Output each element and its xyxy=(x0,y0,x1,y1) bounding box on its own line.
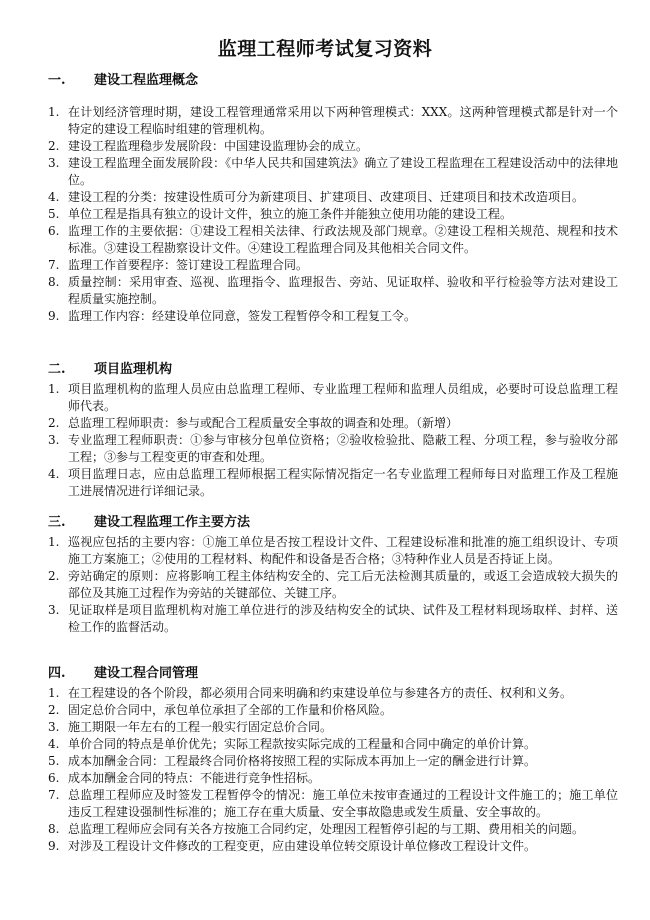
list-item xyxy=(48,602,618,636)
item-number: 6. xyxy=(48,771,60,785)
item-number: 3. xyxy=(48,603,60,617)
item-number: 3. xyxy=(48,720,60,734)
list-item xyxy=(48,838,618,855)
item-text: 成本加酬金合同：工程最终合同价格将按照工程的实际成本再加上一定的酬金进行计算。 xyxy=(68,754,537,768)
section-title: 建设工程监理工作主要方法 xyxy=(94,515,251,530)
section-number: 四. xyxy=(48,666,66,681)
section-heading xyxy=(48,512,618,534)
section-number: 一. xyxy=(48,73,66,88)
item-text: 单价合同的特点是单价优先；实际工程款按实际完成的工程量和合同中确定的单价计算。 xyxy=(68,737,537,751)
item-text: 建设工程监理稳步发展阶段：中国建设监理协会的成立。 xyxy=(68,139,369,153)
item-text: 专业监理工程师职责：①参与审核分包单位资格；②验收检验批、隐蔽工程、分项工程，参与验收分部工程；③参与工程变更的审查和处理。 xyxy=(68,433,618,464)
section-item-list xyxy=(48,685,618,855)
item-text: 总监理工程师应及时签发工程暂停令的情况：施工单位未按审查通过的工程设计文件施工的；施工单位违反工程建设强制性标准的；施工存在重大质量、安全事故隐患或发生质量、安全事故的。 xyxy=(68,788,618,819)
item-number: 1. xyxy=(48,105,60,119)
item-number: 4. xyxy=(48,737,60,751)
item-number: 8. xyxy=(48,822,60,836)
item-text: 建设工程的分类：按建设性质可分为新建项目、扩建项目、改建项目、迁建项目和技术改造项目。 xyxy=(68,190,585,204)
list-item xyxy=(48,770,618,787)
item-text: 建设工程监理全面发展阶段：《中华人民共和国建筑法》确立了建设工程监理在工程建设活动中的法律地位。 xyxy=(68,156,618,187)
item-text: 总监理工程师应会同有关各方按施工合同约定，处理因工程暂停引起的与工期、费用相关的问题。 xyxy=(68,822,585,836)
list-item xyxy=(48,415,618,432)
item-text: 项目监理机构的监理人员应由总监理工程师、专业监理工程师和监理人员组成，必要时可设总监理工程师代表。 xyxy=(68,382,618,413)
item-text: 对涉及工程设计文件修改的工程变更，应由建设单位转交原设计单位修改工程设计文件。 xyxy=(68,839,537,853)
list-item xyxy=(48,257,618,274)
section-item-list xyxy=(48,534,618,636)
item-text: 施工期限一年左右的工程一般实行固定总价合同。 xyxy=(68,720,333,734)
item-number: 6. xyxy=(48,224,60,238)
item-text: 单位工程是指具有独立的设计文件，独立的施工条件并能独立使用功能的建设工程。 xyxy=(68,207,513,221)
item-number: 4. xyxy=(48,190,60,204)
section-number: 二. xyxy=(48,362,66,377)
item-text: 监理工作首要程序：签订建设工程监理合同。 xyxy=(68,258,309,272)
item-number: 7. xyxy=(48,258,60,272)
item-text: 监理工作内容：经建设单位同意，签发工程暂停令和工程复工令。 xyxy=(68,309,417,323)
section-supervision-concept xyxy=(48,70,618,325)
item-number: 2. xyxy=(48,569,60,583)
section-heading xyxy=(48,359,618,381)
item-number: 1. xyxy=(48,686,60,700)
section-heading xyxy=(48,663,618,685)
item-number: 1. xyxy=(48,535,60,549)
item-number: 2. xyxy=(48,703,60,717)
list-item xyxy=(48,466,618,500)
section-supervision-methods xyxy=(48,512,618,636)
section-title: 建设工程监理概念 xyxy=(94,73,199,88)
item-number: 3. xyxy=(48,433,60,447)
list-item xyxy=(48,308,618,325)
list-item xyxy=(48,432,618,466)
item-text: 旁站确定的原则：应将影响工程主体结构安全的、完工后无法检测其质量的，或返工会造成较大损失的部位及其施工过程作为旁站的关键部位、关键工序。 xyxy=(68,569,618,600)
list-item xyxy=(48,568,618,602)
item-text: 在工程建设的各个阶段，都必须用合同来明确和约束建设单位与参建各方的责任、权利和义务。 xyxy=(68,686,573,700)
list-item xyxy=(48,274,618,308)
list-item xyxy=(48,223,618,257)
section-title: 项目监理机构 xyxy=(94,362,173,377)
list-item xyxy=(48,736,618,753)
list-item xyxy=(48,104,618,138)
list-item xyxy=(48,155,618,189)
item-text: 成本加酬金合同的特点：不能进行竞争性招标。 xyxy=(68,771,321,785)
section-title: 建设工程合同管理 xyxy=(94,666,199,681)
list-item xyxy=(48,381,618,415)
item-text: 监理工作的主要依据：①建设工程相关法律、行政法规及部门规章。②建设工程相关规范、规程和技术标准。③建设工程勘察设计文件。④建设工程监理合同及其他相关合同文件。 xyxy=(68,224,618,255)
section-heading xyxy=(48,70,618,92)
list-item xyxy=(48,702,618,719)
item-number: 5. xyxy=(48,754,60,768)
list-item xyxy=(48,719,618,736)
item-number: 5. xyxy=(48,207,60,221)
item-text: 见证取样是项目监理机构对施工单位进行的涉及结构安全的试块、试件及工程材料现场取样、封样、送检工作的监督活动。 xyxy=(68,603,618,634)
section-item-list xyxy=(48,381,618,500)
section-contract-management xyxy=(48,663,618,855)
list-item xyxy=(48,787,618,821)
list-item xyxy=(48,534,618,568)
list-item xyxy=(48,821,618,838)
list-item xyxy=(48,138,618,155)
item-text: 巡视应包括的主要内容：①施工单位是否按工程设计文件、工程建设标准和批准的施工组织设计、专项施工方案施工；②使用的工程材料、构配件和设备是否合格；③特种作业人员是否持证上岗。 xyxy=(68,535,618,566)
item-number: 9. xyxy=(48,839,60,853)
item-text: 总监理工程师职责：参与或配合工程质量安全事故的调查和处理。（新增） xyxy=(68,416,459,430)
section-item-list xyxy=(48,104,618,325)
list-item xyxy=(48,206,618,223)
list-item xyxy=(48,753,618,770)
item-number: 2. xyxy=(48,139,60,153)
section-number: 三. xyxy=(48,515,66,530)
list-item xyxy=(48,189,618,206)
item-text: 固定总价合同中，承包单位承担了全部的工作量和价格风险。 xyxy=(68,703,393,717)
item-text: 在计划经济管理时期，建设工程管理通常采用以下两种管理模式：XXX。这两种管理模式都是针对一个特定的建设工程临时组建的管理机构。 xyxy=(68,105,618,136)
item-number: 9. xyxy=(48,309,60,323)
item-number: 2. xyxy=(48,416,60,430)
section-project-organization xyxy=(48,359,618,500)
item-number: 1. xyxy=(48,382,60,396)
page-title: 监理工程师考试复习资料 xyxy=(217,38,433,60)
item-number: 4. xyxy=(48,467,60,481)
list-item xyxy=(48,685,618,702)
item-text: 项目监理日志，应由总监理工程师根据工程实际情况指定一名专业监理工程师每日对监理工作及工程施工进展情况进行详细记录。 xyxy=(68,467,618,498)
item-number: 3. xyxy=(48,156,60,170)
item-number: 7. xyxy=(48,788,60,802)
item-text: 质量控制：采用审查、巡视、监理指令、监理报告、旁站、见证取样、验收和平行检验等方法对建设工程质量实施控制。 xyxy=(68,275,618,306)
item-number: 8. xyxy=(48,275,60,289)
